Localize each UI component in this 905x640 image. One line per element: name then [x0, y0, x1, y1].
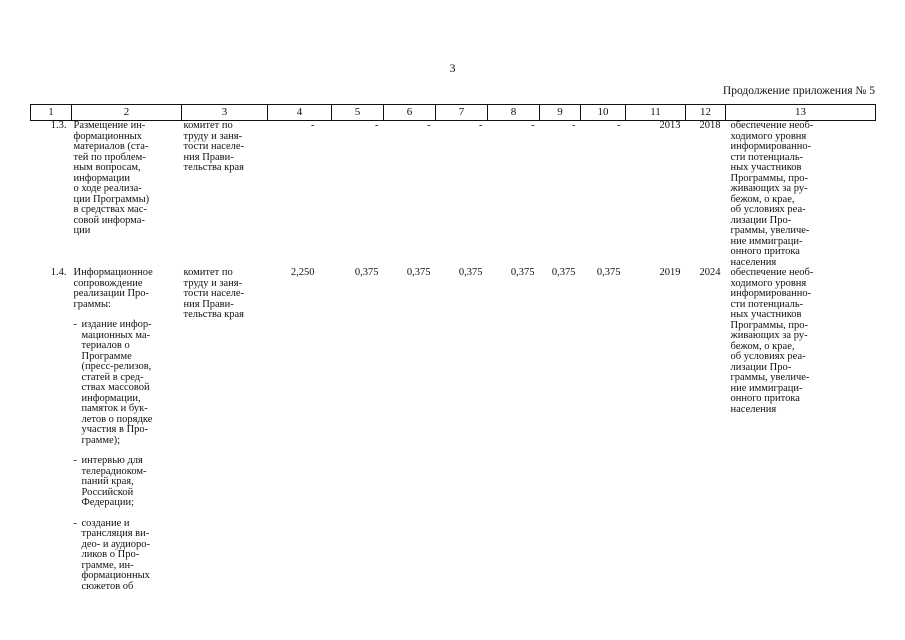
activity-subitem: [74, 456, 180, 509]
column-header-6: 6: [384, 105, 436, 121]
funding-year-5: -: [572, 120, 576, 131]
table-row: [31, 268, 876, 592]
subitem-text: интервью для телерадиоком- паний края, Российской Федерации;: [81, 455, 147, 508]
start-year: 2019: [659, 267, 681, 278]
column-header-1: 1: [31, 105, 72, 121]
column-header-7: 7: [436, 105, 488, 121]
table-row: [31, 121, 876, 269]
subitem-text: создание и трансляция ви- део- и аудиоро- ликов о Про- грамме, ин- формационных сюжетов об: [81, 517, 151, 592]
column-header-3: 3: [182, 105, 268, 121]
expected-result: обеспечение необ- ходимого уровня информированно- сти потенциаль- ных участников Программы, про- живающих за ру- бежом, о крае, об условиях реа- лизации Про- граммы, увеличе- ние иммиграци- онного притока населения: [730, 120, 814, 268]
activity-name: [72, 268, 182, 592]
appendix-continuation-label: Продолжение приложения № 5: [722, 85, 875, 97]
row-number: 1.3.: [50, 120, 67, 131]
funding-year-4: 0,375: [510, 267, 535, 278]
subitem-text: издание инфор- мационных ма- териалов о Программе (пресс-релизов, статей в сред- ствах массовой информации, памяток и бук- летов о порядке участия в Про- грамме);: [81, 319, 153, 446]
responsible-executor: комитет по труду и заня- тости населе- ния Прави- тельства края: [183, 267, 245, 320]
activity-subitem: [74, 320, 180, 446]
funding-year-1: 0,375: [354, 267, 379, 278]
row-number: 1.4.: [50, 267, 67, 278]
column-header-12: 12: [686, 105, 726, 121]
expected-result: обеспечение необ- ходимого уровня информированно- сти потенциаль- ных участников Программы, про- живающих за ру- бежом, о крае, об условиях реа- лизации Про- граммы, увеличе- ние иммиграци- онного притока населения: [730, 267, 814, 415]
funding-total: -: [311, 120, 315, 131]
funding-year-4: -: [531, 120, 535, 131]
list-dash: -: [73, 517, 77, 529]
funding-year-1: -: [375, 120, 379, 131]
funding-year-6: 0,375: [596, 267, 621, 278]
column-header-4: 4: [268, 105, 332, 121]
list-dash: -: [73, 319, 77, 330]
column-header-8: 8: [488, 105, 540, 121]
activity-title: Информационное сопровождение реализации Про- граммы:: [73, 267, 153, 310]
column-header-13: 13: [726, 105, 876, 121]
column-header-11: 11: [626, 105, 686, 121]
column-header-10: 10: [581, 105, 626, 121]
funding-year-3: 0,375: [458, 267, 483, 278]
column-header-9: 9: [540, 105, 581, 121]
start-year: 2013: [659, 120, 681, 131]
funding-year-2: 0,375: [406, 267, 431, 278]
funding-total: 2,250: [290, 267, 315, 278]
activity-name: Размещение ин- формационных материалов (ста- тей по проблем- ным вопросам, информации о ходе реализа- ции Программы) в средствах мас- совой информа- ции: [73, 120, 150, 236]
funding-year-3: -: [479, 120, 483, 131]
page-number: 3: [449, 61, 456, 75]
list-dash: -: [73, 455, 77, 466]
column-header-5: 5: [332, 105, 384, 121]
funding-year-6: -: [617, 120, 621, 131]
table-header-row: [31, 105, 876, 121]
funding-year-2: -: [427, 120, 431, 131]
end-year: 2024: [699, 267, 721, 278]
responsible-executor: комитет по труду и заня- тости населе- ния Прави- тельства края: [183, 120, 245, 173]
activity-subitem: [74, 519, 180, 593]
funding-year-5: 0,375: [551, 267, 576, 278]
end-year: 2018: [699, 120, 721, 131]
column-header-2: 2: [72, 105, 182, 121]
program-activities-table: [30, 104, 876, 592]
